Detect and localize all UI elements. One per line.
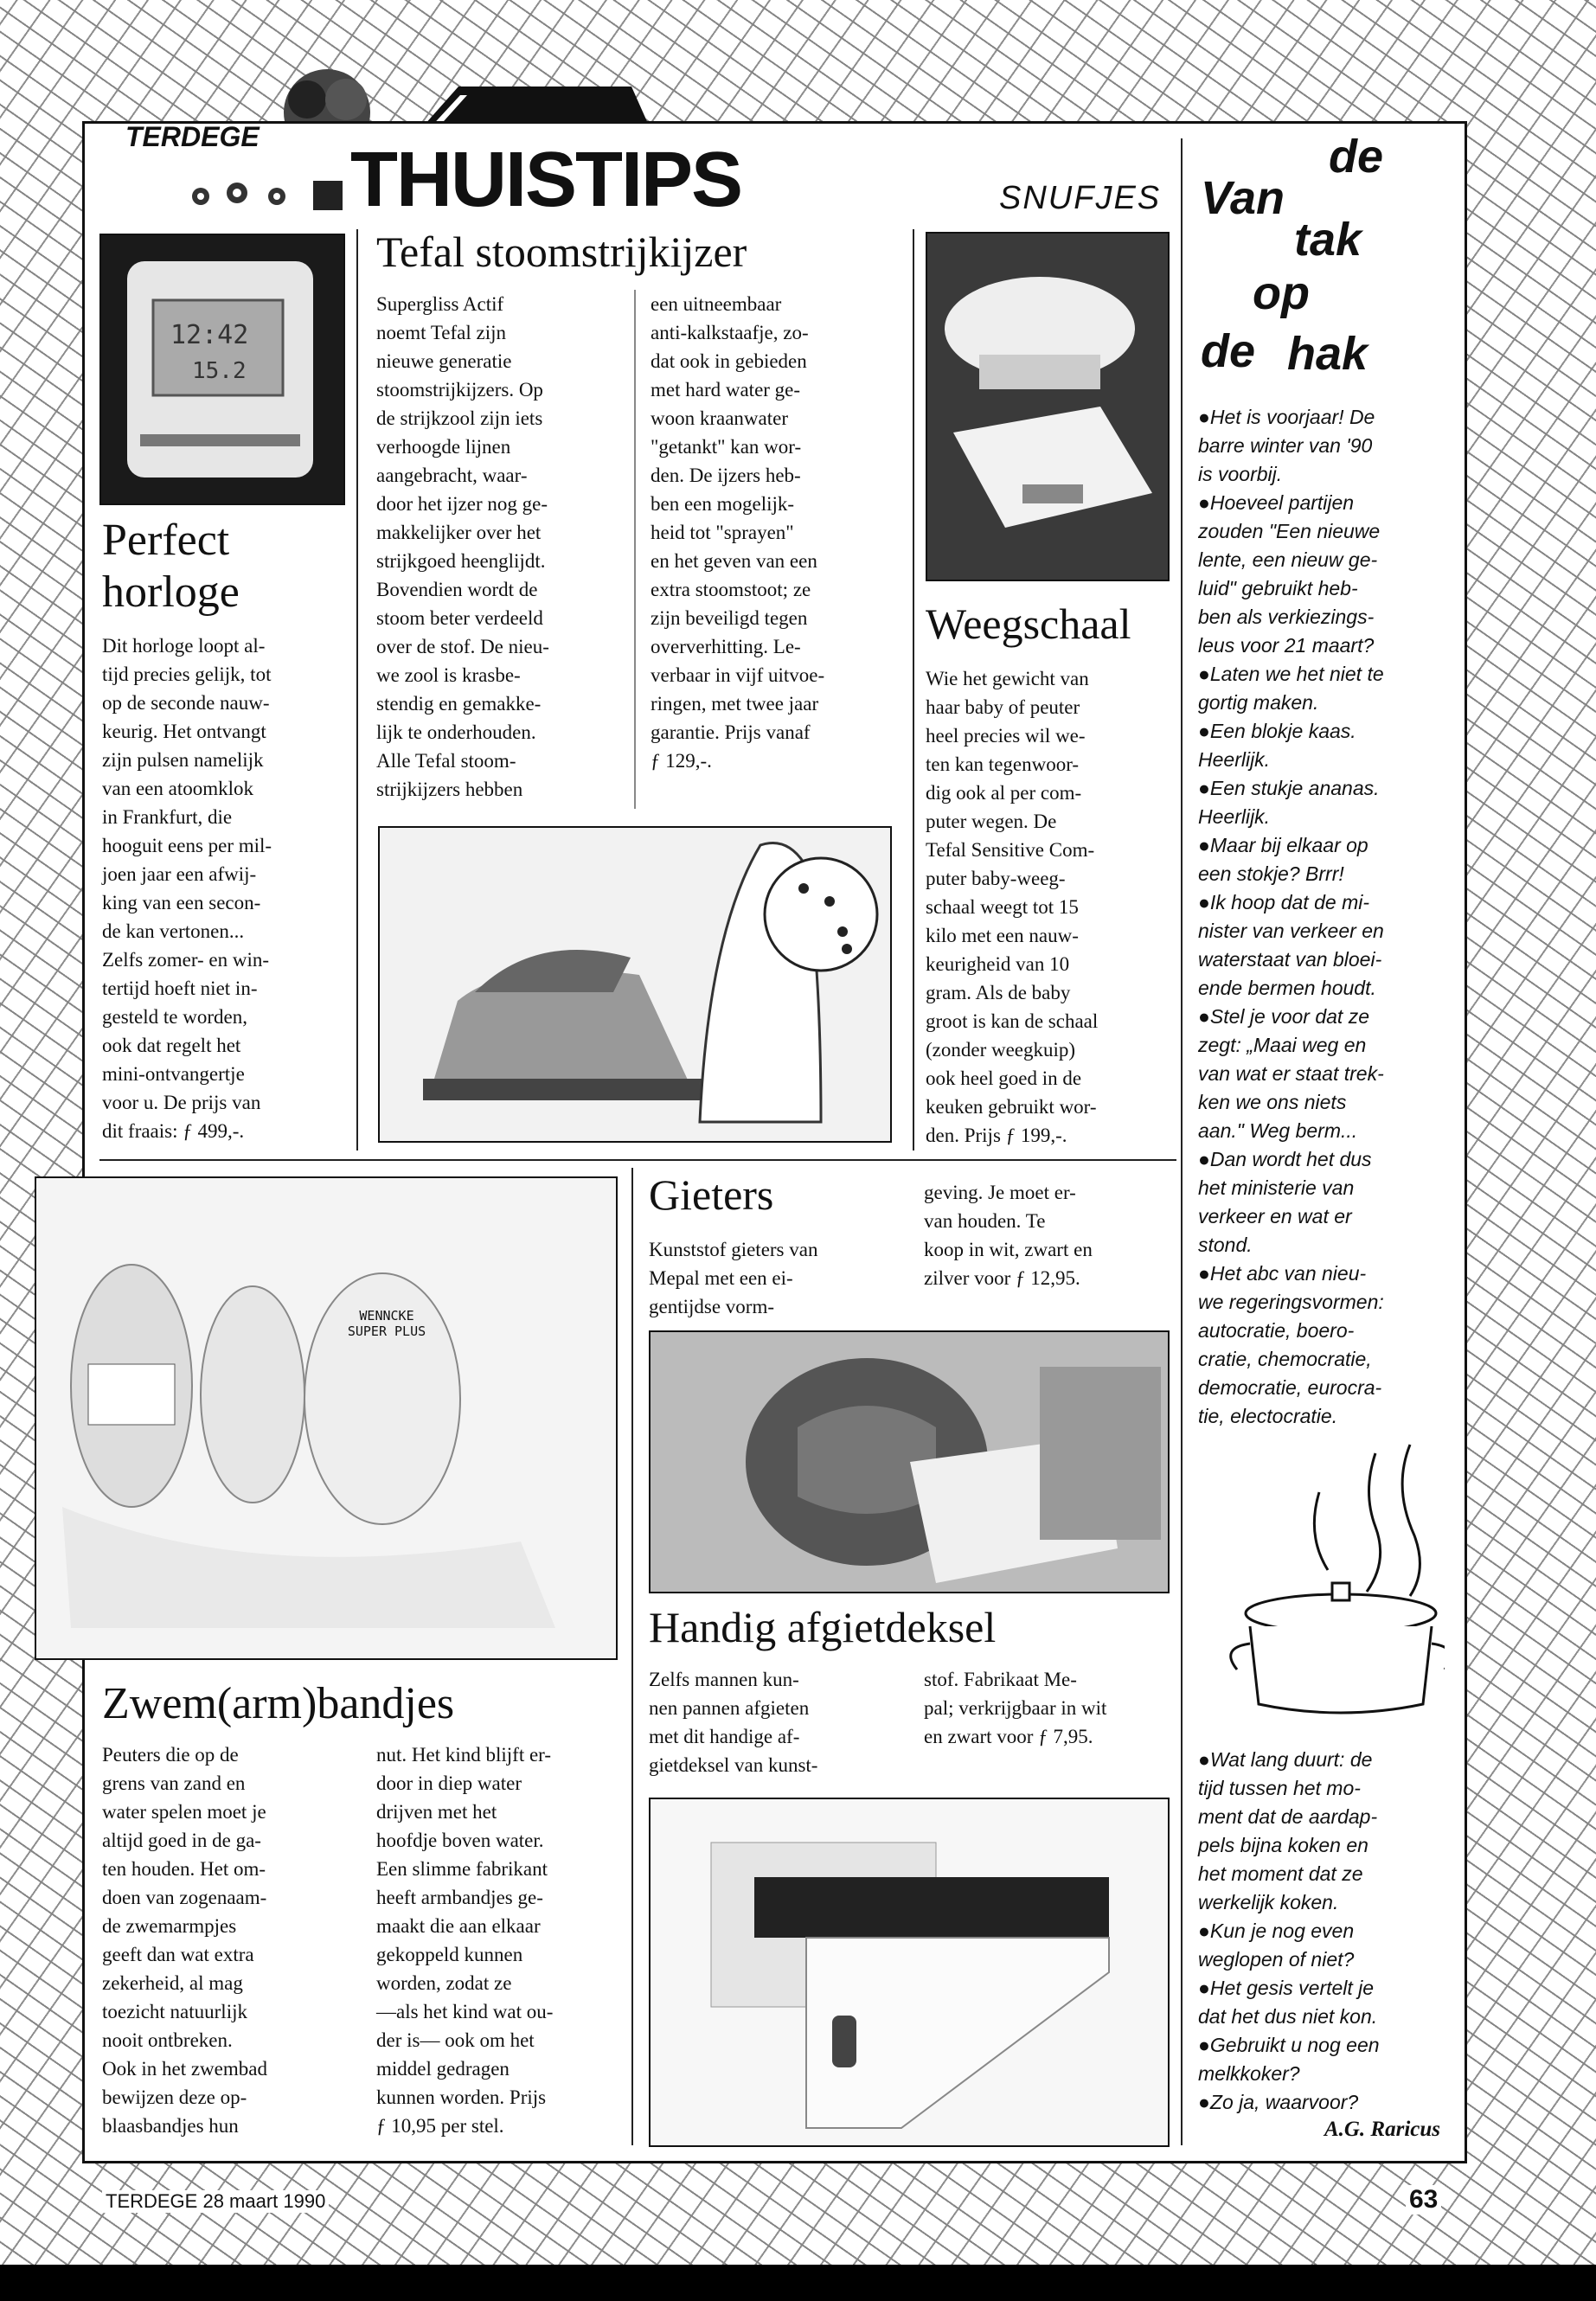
footer-issue: TERDEGE 28 maart 1990 — [102, 2190, 329, 2213]
watch-photo — [99, 234, 345, 505]
sidebar-title-word: hak — [1287, 328, 1368, 380]
cooking-pot-icon — [1211, 1440, 1445, 1726]
lid-body-col2: stof. Fabrikaat Me- pal; verkrijgbaar in wit en zwart voor ƒ 7,95. — [924, 1669, 1107, 1747]
divider-line — [1181, 138, 1183, 2145]
scale-title: Weegschaal — [926, 599, 1131, 648]
armbands-title: Zwem(arm)bandjes — [102, 1679, 455, 1728]
iron-title: Tefal stoomstrijkijzer — [376, 228, 747, 276]
scale-body: Wie het gewicht van haar baby of peuter heel precies wil we- ten kan tegenwoor- dig ook al per com- puter wegen. De Tefal Sensitive Com- puter baby-weeg- schaal weegt tot 15 kilo met een nauw- keurigheid van 10 gram. Als de baby groot is kan de schaal (zonder weegkuip) ook heel goed in de keuken gebruikt wor- den. Prijs ƒ 199,-. — [926, 668, 1099, 1146]
watering-body-col1: Kunststof gieters van Mepal met een ei- gentijdse vorm- — [649, 1239, 818, 1317]
watch-body: Dit horloge loopt al- tijd precies gelijk, tot op de seconde nauw- keurig. Het ontvangt zijn pulsen namelijk van een atoomklok in Frankfurt, die hooguit eens per mil- joen jaar een afwij- king van een secon- de kan vertonen... Zelfs zomer- en win- tertijd hoeft niet in- gesteld te worden, ook dat regelt het mini-ontvangertje voor u. De prijs van dit fraais: ƒ 499,-. — [102, 635, 272, 1142]
sidebar-title — [1201, 130, 1452, 389]
watering-can-illustration — [651, 1799, 1168, 2145]
sidebar-text-top: ●Het is voorjaar! De barre winter van '90 is voorbij. ●Hoeveel partijen zouden "Een nieuwe lente, een nieuw ge- luid" gebruikt heb- ben als verkiezings- leus voor 21 maart? ●Laten we het niet te gortig maken. ●Een blokje kaas. Heerlijk. ●Een stukje ananas. Heerlijk. ●Maar bij elkaar op een stokje? Brrr! ●Ik hoop dat de mi- nister van verkeer en waterstaat van bloei- ende bermen houdt. ●Stel je voor dat ze zegt: „Maai weg en van wat er staat trek- ken we ons niets aan." Weg berm... ●Dan wordt het dus het ministerie van verkeer en wat er stond. ●Het abc van nieu- we regeringsvormen: autocratie, boero- cratie, chemocratie, democratie, eurocra- tie, electocratie. — [1198, 406, 1384, 1427]
iron-body-col1: Supergliss Actif noemt Tefal zijn nieuwe generatie stoomstrijkijzers. Op de strijkzool zijn iets verhoogde lijnen aangebracht, waar- door het ijzer nog ge- makkelijker over het strijkgoed heenglijdt. Bovendien wordt de stoom beter verdeeld over de stof. De nieu- we zool is krasbe- stendig en gemakke- lijk te onderhouden. Alle Tefal stoom- strijkijzers hebben — [376, 293, 549, 800]
iron-photo — [378, 826, 892, 1143]
subsection-label: SNUFJES — [999, 180, 1162, 216]
iron-illustration — [380, 828, 890, 1141]
flower-icon — [183, 177, 348, 212]
watch-illustration — [101, 235, 343, 503]
scale-illustration — [927, 234, 1168, 580]
sidebar-title-word: de — [1329, 131, 1384, 183]
lid-title: Handig afgietdeksel — [649, 1603, 997, 1651]
sidebar-title-word: de — [1201, 325, 1256, 377]
watch-title: Perfect horloge — [102, 516, 240, 617]
svg-text:12:42: 12:42 — [170, 320, 249, 350]
section-title: THUISTIPS — [350, 137, 742, 223]
sidebar-title-word: tak — [1294, 214, 1362, 266]
divider-line — [356, 229, 358, 1150]
lid-body-col1: Zelfs mannen kun- nen pannen afgieten met dit handige af- gietdeksel van kunst- — [649, 1669, 818, 1776]
divider-line — [634, 290, 636, 809]
watering-title: Gieters — [649, 1170, 774, 1219]
sidebar-author: A.G. Raricus — [1324, 2118, 1440, 2141]
package-label: WENNCKE SUPER PLUS — [347, 1308, 426, 1339]
armbands-illustration — [36, 1178, 616, 1658]
sidebar-title-word: Van — [1201, 172, 1285, 224]
divider-line — [99, 1159, 1176, 1161]
scale-photo — [926, 232, 1170, 581]
svg-text:15.2: 15.2 — [192, 358, 247, 384]
iron-body-col2: een uitneembaar anti-kalkstaafje, zo- dat ook in gebieden met hard water ge- woon kraanwater "getankt" kan wor- den. De ijzers heb- ben een mogelijk- heid tot "sprayen" en het geven van een extra stoomstoot; ze zijn beveiligd tegen oververhitting. Le- verbaar in vijf uitvoe- ringen, met twee jaar garantie. Prijs vanaf ƒ 129,-. — [651, 293, 825, 772]
divider-line — [631, 1168, 633, 2145]
watering-can-photo — [649, 1798, 1170, 2147]
brand-label: TERDEGE — [125, 121, 260, 152]
watering-body-col2: geving. Je moet er- van houden. Te koop in wit, zwart en zilver voor ƒ 12,95. — [924, 1182, 1093, 1289]
divider-line — [913, 229, 914, 1150]
lid-illustration — [651, 1332, 1168, 1592]
sidebar-title-word: op — [1253, 267, 1310, 319]
armbands-body-col1: Peuters die op de grens van zand en water spelen moet je altijd goed in de ga- ten houden. Het om- doen van zogenaam- de zwemarmpjes geeft dan wat extra zekerheid, al mag toezicht natuurlijk nooit ontbreken. Ook in het zwembad bewijzen deze op- blaasbandjes hun — [102, 1744, 267, 2137]
lid-photo — [649, 1330, 1170, 1593]
armbands-photo — [35, 1176, 618, 1660]
sidebar-text-bottom: ●Wat lang duurt: de tijd tussen het mo- ment dat de aardap- pels bijna koken en het moment dat ze werkelijk koken. ●Kun je nog even weglopen of niet? ●Het gesis vertelt je dat het dus niet kon. ●Gebruikt u nog een melkkoker? ●Zo ja, waarvoor? — [1198, 1748, 1380, 2113]
armbands-body-col2: nut. Het kind blijft er- door in diep water drijven met het hoofdje boven water. Een slimme fabrikant heeft armbandjes ge- maakt die aan elkaar gekoppeld kunnen worden, zodat ze —als het kind wat ou- der is— ook om het middel gedragen kunnen worden. Prijs ƒ 10,95 per stel. — [376, 1744, 554, 2137]
scan-edge-bar — [0, 2265, 1596, 2301]
page-number: 63 — [1406, 2185, 1441, 2214]
